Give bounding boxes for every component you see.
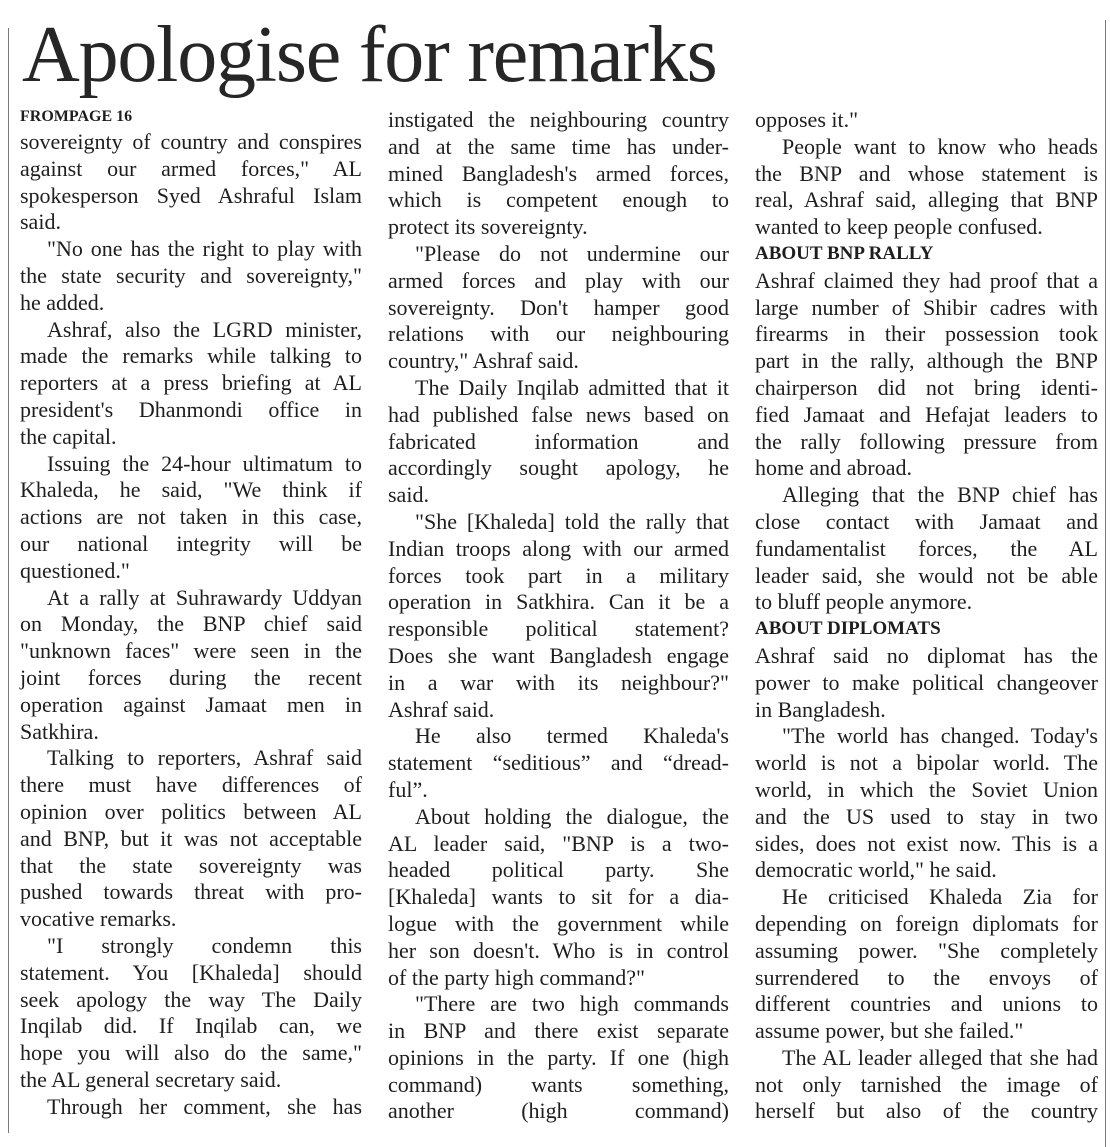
- text-line: said.: [20, 209, 61, 235]
- text-line: on Monday, the BNP chief said: [20, 611, 362, 637]
- paragraph: [388, 723, 729, 803]
- text-line: against our armed forces," AL: [20, 155, 362, 181]
- text-line: opinion over politics between AL: [20, 798, 362, 824]
- text-line: ful”.: [388, 776, 428, 802]
- paragraph: [20, 745, 362, 933]
- text-line: assuming power. "She completely: [755, 937, 1098, 963]
- text-line: "Please do not undermine our: [415, 240, 729, 266]
- paragraph: [388, 509, 729, 723]
- text-line: home and abroad.: [755, 455, 912, 481]
- text-line: "She [Khaleda] told the rally that: [415, 508, 729, 534]
- text-line: fundamentalist forces, the AL: [755, 535, 1098, 561]
- text-line: close contact with Jamaat and: [755, 508, 1098, 534]
- text-line: and BNP, but it was not acceptable: [20, 825, 362, 851]
- article-column-3: [755, 107, 1098, 1125]
- text-line: actions are not taken in this case,: [20, 504, 362, 530]
- text-line: spokesperson Syed Ashraful Islam: [20, 182, 362, 208]
- text-line: forces took part in a military: [388, 562, 729, 588]
- text-line: Ashraf, also the LGRD minister,: [47, 316, 362, 342]
- text-line: fabricated information and: [388, 428, 729, 454]
- text-line: The Daily Inqilab admitted that it: [415, 374, 729, 400]
- text-line: another (high command): [388, 1098, 729, 1124]
- text-line: Ashraf said no diplomat has the: [755, 642, 1098, 668]
- headline: Apologise for remarks: [22, 11, 717, 99]
- text-line: the BNP and whose statement is: [755, 160, 1098, 186]
- text-line: questioned.": [20, 557, 130, 583]
- text-line: seek apology the way The Daily: [20, 986, 362, 1012]
- text-line: pushed towards threat with pro-: [20, 879, 362, 905]
- text-line: command) wants something,: [388, 1071, 729, 1097]
- paragraph: [20, 236, 362, 316]
- text-line: armed forces and play with our: [388, 267, 729, 293]
- page-border-left-rule: [8, 28, 9, 1133]
- paragraph: [755, 134, 1098, 241]
- text-line: made the remarks while talking to: [20, 343, 362, 369]
- text-line: statement. You [Khaleda] should: [20, 959, 362, 985]
- text-line: country," Ashraf said.: [388, 348, 579, 374]
- text-line: "unknown faces" were seen in the: [20, 638, 362, 664]
- text-line: fied Jamaat and Hefajat leaders to: [755, 401, 1098, 427]
- text-line: herself but also of the country: [755, 1098, 1098, 1124]
- text-line: which is competent enough to: [388, 187, 729, 213]
- text-line: our national integrity will be: [20, 530, 362, 556]
- text-line: had published false news based on: [388, 401, 729, 427]
- text-line: Inqilab did. If Inqilab can, we: [20, 1013, 362, 1039]
- paragraph: [20, 585, 362, 746]
- text-line: The AL leader alleged that she had: [782, 1044, 1098, 1070]
- section-subheading: ABOUT BNP RALLY: [755, 242, 934, 264]
- text-line: president's Dhanmondi office in: [20, 396, 362, 422]
- text-line: "No one has the right to play with: [47, 236, 362, 262]
- text-line: firearms in their possession took: [755, 321, 1098, 347]
- text-line: different countries and unions to: [755, 991, 1098, 1017]
- text-line: wanted to keep people confused.: [755, 214, 1043, 240]
- text-line: [Khaleda] wants to sit for a dia-: [388, 884, 729, 910]
- text-line: opposes it.": [755, 107, 859, 132]
- text-line: the capital.: [20, 423, 117, 449]
- text-line: chairperson did not bring identi-: [755, 374, 1098, 400]
- text-line: Ashraf claimed they had proof that a: [755, 267, 1098, 293]
- text-line: Khaleda, he said, "We think if: [20, 477, 362, 503]
- text-line: that the state sovereignty was: [20, 852, 362, 878]
- text-line: At a rally at Suhrawardy Uddyan: [47, 584, 362, 610]
- text-line: Does she want Bangladesh engage: [388, 642, 729, 668]
- text-line: He criticised Khaleda Zia for: [782, 884, 1098, 910]
- text-line: vocative remarks.: [20, 906, 177, 932]
- text-line: mined Bangladesh's armed forces,: [388, 160, 729, 186]
- paragraph: [20, 317, 362, 451]
- text-line: to bluff people anymore.: [755, 589, 973, 615]
- text-line: Through her comment, she has: [47, 1093, 362, 1119]
- text-line: surrendered to the envoys of: [755, 964, 1098, 990]
- text-line: power to make political changeover: [755, 669, 1098, 695]
- continuation-kicker: FROMPAGE 16: [20, 108, 133, 125]
- paragraph: [388, 804, 729, 992]
- text-line: the rally following pressure from: [755, 428, 1098, 454]
- text-line: large number of Shibir cadres with: [755, 294, 1098, 320]
- text-line: her son doesn't. Who is in control: [388, 937, 729, 963]
- text-line: and the US used to stay in two: [755, 803, 1098, 829]
- text-line: joint forces during the recent: [20, 664, 362, 690]
- paragraph: [755, 1045, 1098, 1125]
- text-line: part in the rally, although the BNP: [755, 348, 1098, 374]
- text-line: of the party high command?": [388, 964, 646, 990]
- text-line: in BNP and there exist separate: [388, 1018, 729, 1044]
- text-line: He also termed Khaleda's: [415, 723, 729, 749]
- text-line: world, in which the Soviet Union: [755, 776, 1098, 802]
- text-line: protect its sovereignty.: [388, 214, 588, 240]
- text-line: Alleging that the BNP chief has: [782, 482, 1098, 508]
- text-line: People want to know who heads: [782, 133, 1098, 159]
- text-line: there must have differences of: [20, 772, 362, 798]
- text-line: Ashraf said.: [388, 696, 495, 722]
- text-line: reporters at a press briefing at AL: [20, 370, 362, 396]
- text-line: statement “seditious” and “dread-: [388, 750, 729, 776]
- text-line: sides, does not exist now. This is a: [755, 830, 1098, 856]
- paragraph: [20, 451, 362, 585]
- text-line: sovereignty. Don't hamper good: [388, 294, 729, 320]
- text-line: relations with our neighbouring: [388, 321, 729, 347]
- text-line: leader said, she would not be able: [755, 562, 1098, 588]
- paragraph: [755, 643, 1098, 723]
- paragraph: [755, 723, 1098, 884]
- paragraph: [755, 107, 1098, 134]
- text-line: Issuing the 24-hour ultimatum to: [47, 450, 362, 476]
- text-line: depending on foreign diplomats for: [755, 910, 1098, 936]
- text-line: real, Ashraf said, alleging that BNP: [755, 187, 1098, 213]
- paragraph: [388, 991, 729, 1125]
- text-line: instigated the neighbouring country: [388, 107, 729, 132]
- text-line: not only tarnished the image of: [755, 1071, 1098, 1097]
- paragraph: [20, 1094, 362, 1121]
- paragraph: [388, 241, 729, 375]
- text-line: said.: [388, 482, 429, 508]
- text-line: AL leader said, "BNP is a two-: [388, 830, 729, 856]
- page-border-right-rule: [1105, 20, 1106, 1147]
- text-line: democratic world," he said.: [755, 857, 997, 883]
- text-line: logue with the government while: [388, 910, 729, 936]
- text-line: "I strongly condemn this: [47, 932, 362, 958]
- paragraph: [755, 482, 1098, 616]
- text-line: world is not a bipolar world. The: [755, 750, 1098, 776]
- paragraph: [20, 933, 362, 1094]
- paragraph: [755, 884, 1098, 1045]
- text-line: opinions in the party. If one (high: [388, 1044, 729, 1070]
- text-line: "The world has changed. Today's: [782, 723, 1098, 749]
- text-line: the state security and sovereignty,": [20, 262, 362, 288]
- text-line: accordingly sought apology, he: [388, 455, 729, 481]
- article-column-1: [20, 105, 362, 1120]
- text-line: sovereignty of country and conspires: [20, 129, 362, 154]
- text-line: in a war with its neighbour?": [388, 669, 729, 695]
- text-line: hope you will also do the same,": [20, 1040, 362, 1066]
- paragraph: [755, 268, 1098, 482]
- paragraph: [20, 129, 362, 236]
- text-line: the AL general secretary said.: [20, 1066, 282, 1092]
- text-line: headed political party. She: [388, 857, 729, 883]
- text-line: he added.: [20, 289, 105, 315]
- text-line: About holding the dialogue, the: [415, 803, 729, 829]
- text-line: and at the same time has under-: [388, 133, 729, 159]
- text-line: Talking to reporters, Ashraf said: [47, 745, 362, 771]
- section-subheading: ABOUT DIPLOMATS: [755, 618, 941, 640]
- paragraph: [388, 375, 729, 509]
- paragraph: [388, 107, 729, 241]
- article-column-2: [388, 107, 729, 1125]
- text-line: in Bangladesh.: [755, 696, 886, 722]
- text-line: Indian troops along with our armed: [388, 535, 729, 561]
- text-line: operation against Jamaat men in: [20, 691, 362, 717]
- text-line: Satkhira.: [20, 718, 99, 744]
- text-line: responsible political statement?: [388, 616, 729, 642]
- text-line: "There are two high commands: [415, 991, 729, 1017]
- text-line: assume power, but she failed.": [755, 1018, 1024, 1044]
- text-line: operation in Satkhira. Can it be a: [388, 589, 729, 615]
